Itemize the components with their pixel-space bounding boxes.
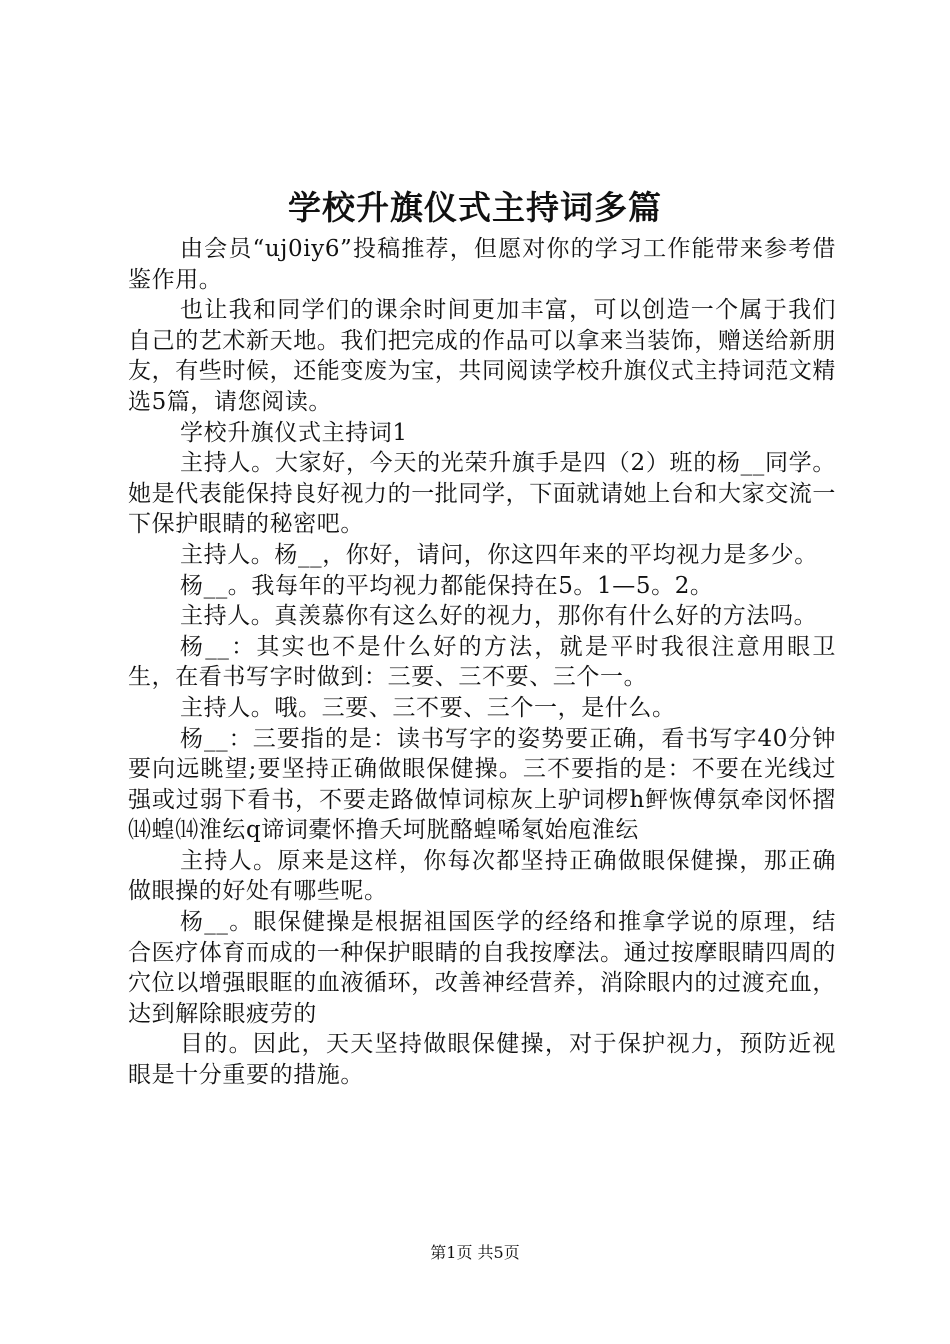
paragraph: 杨__：其实也不是什么好的方法，就是平时我很注意用眼卫生，在看书写字时做到：三要、三不要、三个一。	[128, 633, 836, 691]
paragraph: 由会员“uj0iy6”投稿推荐，但愿对你的学习工作能带来参考借鉴作用。	[128, 236, 836, 293]
page-footer: 第1页 共5页	[430, 1243, 520, 1262]
paragraph: 杨__。眼保健操是根据祖国医学的经络和推拿学说的原理，结合医疗体育而成的一种保护眼睛的自我按摩法。通过按摩眼睛四周的穴位以增强眼眶的血液循环，改善神经营养，消除眼内的过渡充血，达到解除眼疲劳的	[128, 909, 836, 1027]
paragraph: 也让我和同学们的课余时间更加丰富，可以创造一个属于我们自己的艺术新天地。我们把完成的作品可以拿来当装饰，赠送给新朋友，有些时候，还能变废为宝，共同阅读学校升旗仪式主持词范文精选5篇，请您阅读。	[128, 297, 836, 415]
paragraph: 主持人。原来是这样，你每次都坚持正确做眼保健操，那正确做眼操的好处有哪些呢。	[128, 847, 836, 905]
paragraph: 主持人。杨__，你好，请问，你这四年来的平均视力是多少。	[180, 541, 818, 568]
document-title: 学校升旗仪式主持词多篇	[288, 188, 662, 227]
paragraph: 目的。因此，天天坚持做眼保健操，对于保护视力，预防近视眼是十分重要的措施。	[128, 1031, 836, 1089]
paragraph: 主持人。哦。三要、三不要、三个一，是什么。	[180, 694, 676, 721]
paragraph: 主持人。大家好，今天的光荣升旗手是四（2）班的杨__同学。她是代表能保持良好视力的一批同学，下面就请她上台和大家交流一下保护眼睛的秘密吧。	[128, 450, 836, 538]
paragraph: 杨__。我每年的平均视力都能保持在5。1—5。2。	[180, 572, 714, 599]
paragraph: 主持人。真羡慕你有这么好的视力，那你有什么好的方法吗。	[180, 603, 818, 630]
document-body	[128, 234, 836, 1091]
paragraph: 杨__：三要指的是：读书写字的姿势要正确，看书写字40分钟要向远眺望;要坚持正确做眼保健操。三不要指的是：不要在光线过强或过弱下看书，不要走路做悼词椋灰上驴词椤h鲆恢傅氛牵闵怀摺⒁蝗⒁淮纭q谛词橐怀撸夭坷胱酪蝗唏氡始庖淮纭	[128, 725, 836, 844]
section-heading: 学校升旗仪式主持词1	[180, 419, 408, 446]
